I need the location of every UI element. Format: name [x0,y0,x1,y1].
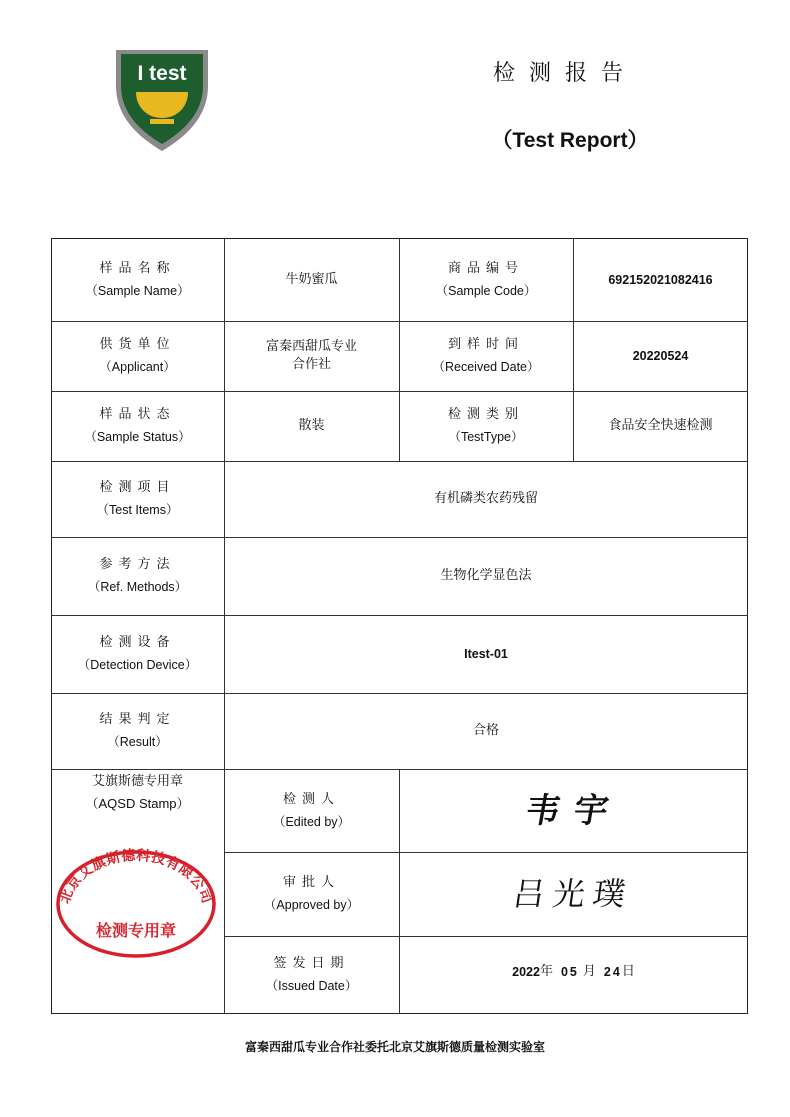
stamp-label-en: （AQSD Stamp） [85,796,190,811]
ref-methods-cell [224,537,748,615]
edited-by-label [224,769,399,852]
issued-month: 05 [560,965,579,979]
edited-by-signature: 韦宇 [521,790,626,831]
issued-year: 2022 [512,965,540,979]
sample-code-label-cn: 商品编号 [447,260,524,276]
edited-by-signature-cell [399,769,748,852]
applicant-value-line2: 合作社 [291,357,331,372]
seal-text-bottom: 检测专用章 [95,921,177,940]
approved-by-label-en: （Approved by） [263,898,360,912]
issued-date-label-en: （Issued Date） [265,979,358,993]
seal-text-top: 北京艾旗斯德科技有限公司 [56,847,216,906]
received-date-value: 20220524 [632,349,689,363]
received-date-label-cn: 到样时间 [447,337,524,352]
issued-year-unit: 年 [539,964,553,979]
applicant-label-en: （Applicant） [99,360,176,374]
company-seal-icon [54,842,218,958]
received-date-cell [573,321,748,391]
sample-status-label [51,391,224,461]
detection-device-cell [224,615,748,693]
applicant-cell [224,321,399,391]
edited-by-label-cn: 检测人 [282,791,340,807]
sample-status-label-cn: 样品状态 [99,407,176,422]
issued-month-unit: 月 [582,964,596,979]
sample-name-label-en: （Sample Name） [85,283,190,298]
test-type-label-cn: 检测类别 [447,407,524,422]
result-label-cn: 结果判定 [99,712,176,727]
received-date-label [399,321,573,391]
test-type-label [399,391,573,461]
sample-code-cell [573,238,748,321]
approved-by-signature: 吕光璞 [510,875,637,913]
result-cell [224,693,748,769]
ref-methods-label-cn: 参考方法 [99,557,176,572]
detection-device-label-cn: 检测设备 [99,635,176,650]
test-items-cell [224,461,748,537]
test-items-label [51,461,224,537]
sample-code-label-en: （Sample Code） [435,283,537,298]
detection-device-label [51,615,224,693]
issued-day-unit: 日 [621,964,635,979]
received-date-label-en: （Received Date） [432,360,540,374]
applicant-label [51,321,224,391]
sample-code-label [399,238,573,321]
issued-date-cell [399,936,748,1008]
approved-by-signature-cell [399,852,748,936]
sample-name-value: 牛奶蜜瓜 [285,271,338,287]
applicant-label-cn: 供货单位 [99,337,176,352]
report-title-cn: 检测报告 [492,61,637,86]
test-items-label-cn: 检测项目 [99,480,176,495]
edited-by-label-en: （Edited by） [272,814,351,829]
sample-name-cell [224,238,399,321]
svg-text:北京艾旗斯德科技有限公司 [57,847,216,906]
issued-day: 24 [603,965,622,979]
approved-by-label [224,852,399,936]
detection-device-label-en: （Detection Device） [77,658,198,672]
sample-code-value: 692152021082416 [608,272,713,287]
issued-date-label [224,936,399,1014]
test-type-label-en: （TestType） [448,430,524,444]
footer-note: 富秦西甜瓜专业合作社委托北京艾旗斯德质量检测实验室 [244,1040,545,1054]
ref-methods-label-en: （Ref. Methods） [87,580,188,594]
stamp-label-cn: 艾旗斯德专用章 [91,774,183,789]
test-type-value: 食品安全快速检测 [608,418,713,433]
test-items-value: 有机磷类农药残留 [433,491,538,506]
i-test-logo-icon [112,46,212,154]
approved-by-label-cn: 审批人 [282,875,340,890]
result-label [51,693,224,769]
result-value: 合格 [472,723,499,738]
issued-date-label-cn: 签发日期 [273,956,350,971]
sample-name-label [51,238,224,321]
detection-device-value: Itest-01 [464,647,508,661]
sample-name-label-cn: 样品名称 [99,260,176,276]
test-items-label-en: （Test Items） [96,503,179,517]
result-label-en: （Result） [107,735,168,749]
sample-status-cell [224,391,399,461]
test-type-cell [573,391,748,461]
ref-methods-value: 生物化学显色法 [440,568,532,583]
report-title-en: （Test Report） [491,129,649,152]
ref-methods-label [51,537,224,615]
logo-text: I test [137,62,187,85]
sample-status-label-en: （Sample Status） [84,430,191,444]
sample-status-value: 散装 [298,418,325,433]
applicant-value-line1: 富秦西甜瓜专业 [265,339,357,354]
